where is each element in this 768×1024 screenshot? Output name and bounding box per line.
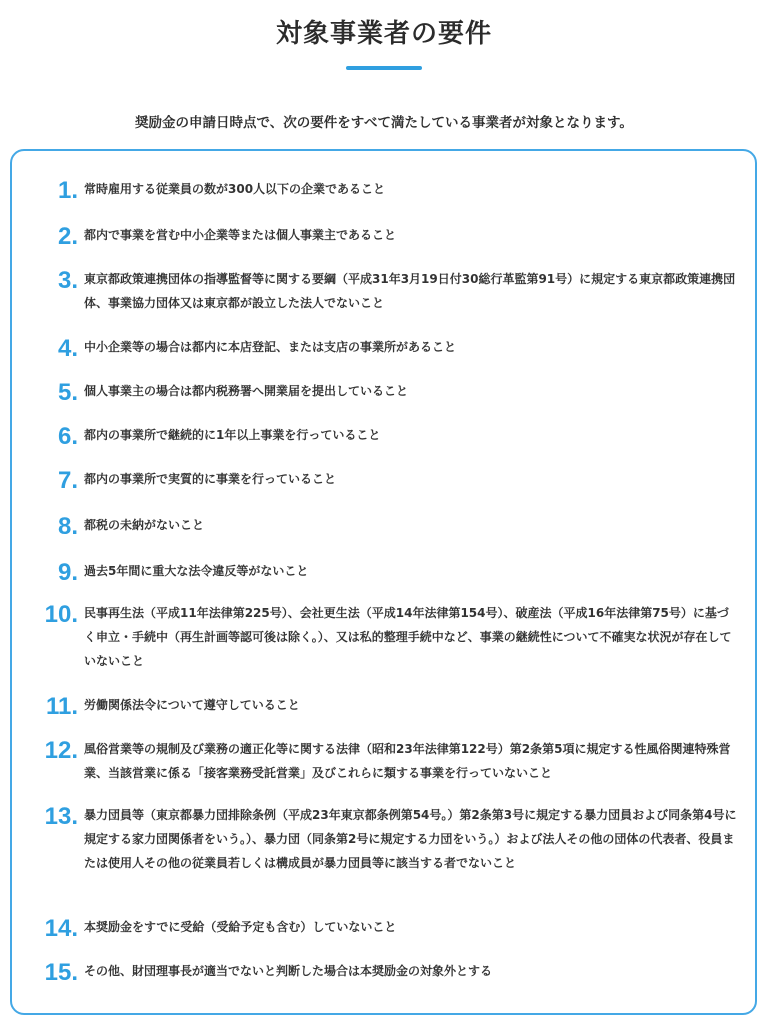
requirement-text: 暴力団員等（東京都暴力団排除条例（平成23年東京都条例第54号。）第2条第3号に規定する暴力団員および同条第4号に規定する家力団関係者をいう。）、暴力団（同条第2号に規定する力団をいう。）および法人その他の団体の代表者、役員または使用人その他の従業員若しくは構成員が暴力団員等に該当する者でないこと [84,808,737,870]
requirement-number: 3. [57,267,78,294]
requirement-text: 都税の未納がないこと [84,518,205,532]
requirement-text: 過去5年間に重大な法令違反等がないこと [84,564,309,578]
requirement-text: 常時雇用する従業員の数が300人以下の企業であること [84,182,386,196]
requirement-item-10 [40,603,740,673]
requirement-item-14 [40,917,740,941]
requirement-number: 10. [44,601,78,628]
requirement-item-7 [40,469,740,493]
requirement-text: 風俗営業等の規制及び業務の適正化等に関する法律（昭和23年法律第122号）第2条第5項に規定する性風俗関連特殊営業、当該営業に係る「接客業務受託営業」及びこれらに類する事業を行っていないこと [84,742,731,780]
intro-text: 奨励金の申請日時点で、次の要件をすべて満たしている事業者が対象となります。 [135,115,633,131]
requirement-number: 5. [57,379,78,406]
requirement-text: その他、財団理事長が適当でないと判断した場合は本奨励金の対象外とする [84,964,493,978]
requirement-number: 2. [57,223,78,250]
requirement-item-5 [40,381,740,405]
requirement-item-12 [40,739,740,785]
requirement-number: 6. [57,423,78,450]
requirement-number: 9. [57,559,78,586]
requirement-text: 東京都政策連携団体の指導監督等に関する要綱（平成31年3月19日付30総行革監第91号）に規定する東京都政策連携団体、事業協力団体又は東京都が設立した法人でないこと [84,272,736,310]
requirement-item-9 [40,561,740,585]
requirement-number: 7. [57,467,78,494]
title-underline [346,66,422,70]
requirement-number: 13. [44,803,78,830]
requirement-item-13 [40,805,740,875]
requirement-item-8 [40,515,740,539]
requirement-number: 1. [57,177,78,204]
requirement-item-6 [40,425,740,449]
requirement-number: 4. [57,335,78,362]
requirement-number: 11. [45,693,78,720]
requirements-card [10,149,757,1015]
requirement-text: 都内の事業所で継続的に1年以上事業を行っていること [84,428,381,442]
requirement-text: 都内の事業所で実質的に事業を行っていること [84,472,337,486]
requirement-text: 都内で事業を営む中小企業等または個人事業主であること [84,228,397,242]
requirement-item-1 [40,179,740,203]
requirement-text: 労働関係法令について遵守していること [84,698,300,712]
requirement-number: 8. [57,513,78,540]
requirement-number: 12. [44,737,78,764]
requirement-text: 民事再生法（平成11年法律第225号）、会社更生法（平成14年法律第154号）、破産法（平成16年法律第75号）に基づく申立・手続中（再生計画等認可後は除く。）、又は私的整理手続中など、事業の継続性について不確実な状況が存在していないこと [84,606,732,668]
requirement-item-2 [40,225,740,249]
requirement-number: 14. [44,915,78,942]
page-title: 対象事業者の要件 [275,19,492,49]
requirement-item-15 [40,961,740,985]
requirement-text: 個人事業主の場合は都内税務署へ開業届を提出していること [84,384,409,398]
requirement-text: 本奨励金をすでに受給（受給予定も含む）していないこと [84,920,397,934]
requirement-number: 15. [44,959,78,986]
requirement-item-4 [40,337,740,361]
requirement-item-11 [40,695,740,719]
requirement-item-3 [40,269,740,315]
requirement-text: 中小企業等の場合は都内に本店登記、または支店の事業所があること [84,340,457,354]
